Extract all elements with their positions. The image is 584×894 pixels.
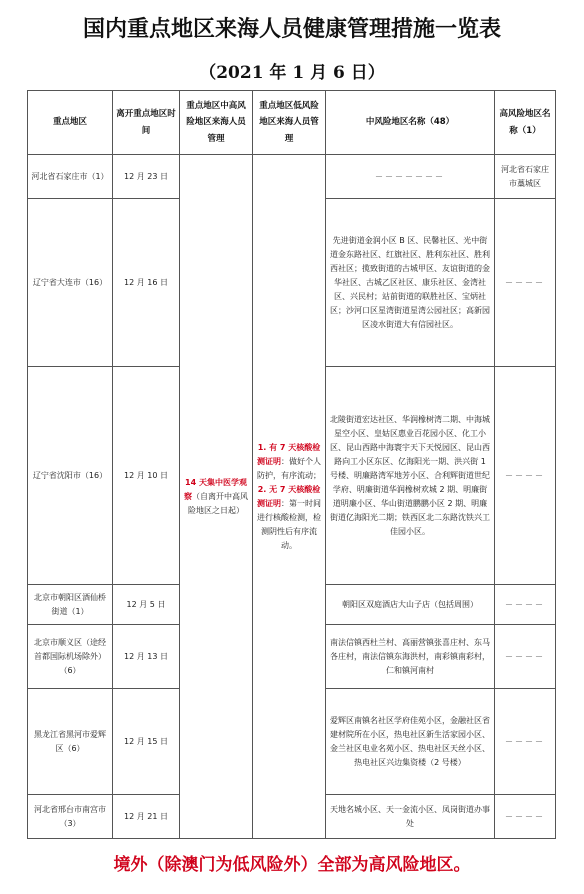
header-area: 重点地区 — [28, 91, 113, 155]
mid-high-management-highlight: 14 天集中医学观察 — [184, 477, 247, 501]
low-management-point1-text: ：做好个人防护，有序流动； — [257, 456, 321, 480]
row-leave-time: 12 月 16 日 — [113, 199, 180, 367]
header-mid-high-management: 重点地区中高风险地区来海人员管理 — [180, 91, 253, 155]
row-high-risk-names: －－－－ — [495, 199, 556, 367]
mid-high-management-cell — [180, 155, 253, 839]
row-high-risk-names: －－－－ — [495, 689, 556, 795]
row-leave-time: 12 月 15 日 — [113, 689, 180, 795]
row-mid-risk-names: 南法信镇西杜兰村、高丽营镇张喜庄村、东马各庄村，南法信镇东海洪村，南彩镇南彩村，仁和镇河南村 — [326, 625, 495, 689]
row-leave-time: 12 月 21 日 — [113, 795, 180, 839]
header-low-management: 重点地区低风险地区来海人员管理 — [253, 91, 326, 155]
row-high-risk-names: 河北省石家庄市藁城区 — [495, 155, 556, 199]
row-high-risk-names: －－－－ — [495, 795, 556, 839]
row-area: 辽宁省沈阳市（16） — [28, 367, 113, 585]
low-management-point2-highlight: 2. 无 7 天核酸检测证明 — [257, 484, 321, 508]
row-leave-time: 12 月 10 日 — [113, 367, 180, 585]
row-leave-time: 12 月 23 日 — [113, 155, 180, 199]
row-mid-risk-names: 北陵街道宏达社区、华润橡树湾二期、中海城星空小区、皇姑区惠业百花园小区、化工小区、昆山西路中海寰宇天下天悦园区、昆山西路向工小区东区、亿海阳光一期、洪兴街 1 号楼、明廉路湾军地芳小区、合利辉街道世纪学府、明廉街道华润橡树欢城 2 期、明廉街道明廉小区、华山街道鹏鹏小区 2 期、明廉街道亿海阳光二期；铁西区北二东路沈铁兴工佳园小区。 — [326, 367, 495, 585]
row-area: 北京市朝阳区酒仙桥街道（1） — [28, 585, 113, 625]
page-date: （2021 年 1 月 6 日） — [199, 63, 385, 83]
header-mid-risk-names: 中风险地区名称（48） — [326, 91, 495, 155]
row-mid-risk-names: 天地名城小区、天一金流小区、凤岗街道办事处 — [326, 795, 495, 839]
row-area: 北京市顺义区（途经首都国际机场除外）（6） — [28, 625, 113, 689]
row-mid-risk-names: 朝阳区双庭酒店大山子店（包括周围） — [326, 585, 495, 625]
row-area: 黑龙江省黑河市爱辉区（6） — [28, 689, 113, 795]
footer-note: 境外（除澳门为低风险外）全部为高风险地区。 — [113, 855, 471, 875]
row-area: 辽宁省大连市（16） — [28, 199, 113, 367]
header-high-risk-names: 高风险地区名称（1） — [495, 91, 556, 155]
low-management-point1-highlight: 1. 有 7 天核酸检测证明 — [257, 442, 321, 466]
table-row — [28, 155, 556, 199]
row-mid-risk-names: 爱辉区南镇名社区学府佳苑小区，金融社区省建材院所在小区，热电社区新生活家园小区、金兰社区电业名苑小区、热电社区天丝小区、热电社区兴边集资楼（2 号楼） — [326, 689, 495, 795]
mid-high-management-note: （自离开中高风险地区之日起） — [188, 491, 248, 515]
table-header-row — [28, 91, 556, 155]
row-area: 河北省石家庄市（1） — [28, 155, 113, 199]
row-high-risk-names: －－－－ — [495, 585, 556, 625]
low-management-point2-text: ：第一时间进行核酸检测，检测阴性后有序流动。 — [257, 498, 321, 550]
row-mid-risk-names: －－－－－－－ — [326, 155, 495, 199]
row-leave-time: 12 月 5 日 — [113, 585, 180, 625]
row-leave-time: 12 月 13 日 — [113, 625, 180, 689]
row-mid-risk-names: 先进街道金润小区 B 区、民馨社区、光中街道金东路社区、红旗社区、胜利东社区、胜利西社区；揽致街道的古城甲区、友谊街道的金华社区、古城乙区社区、康乐社区、金湾社区、兴民村；站前街道的联胜社区、宝炳社区；沙河口区星湾街道星湾公园社区；高新园区凌水街道大有信园社区。 — [326, 199, 495, 367]
health-management-table — [27, 90, 556, 839]
page-title: 国内重点地区来海人员健康管理措施一览表 — [82, 16, 501, 42]
row-area: 河北省邢台市南宫市（3） — [28, 795, 113, 839]
header-leave-time: 离开重点地区时间 — [113, 91, 180, 155]
low-management-cell — [253, 155, 326, 839]
row-high-risk-names: －－－－ — [495, 367, 556, 585]
row-high-risk-names: －－－－ — [495, 625, 556, 689]
